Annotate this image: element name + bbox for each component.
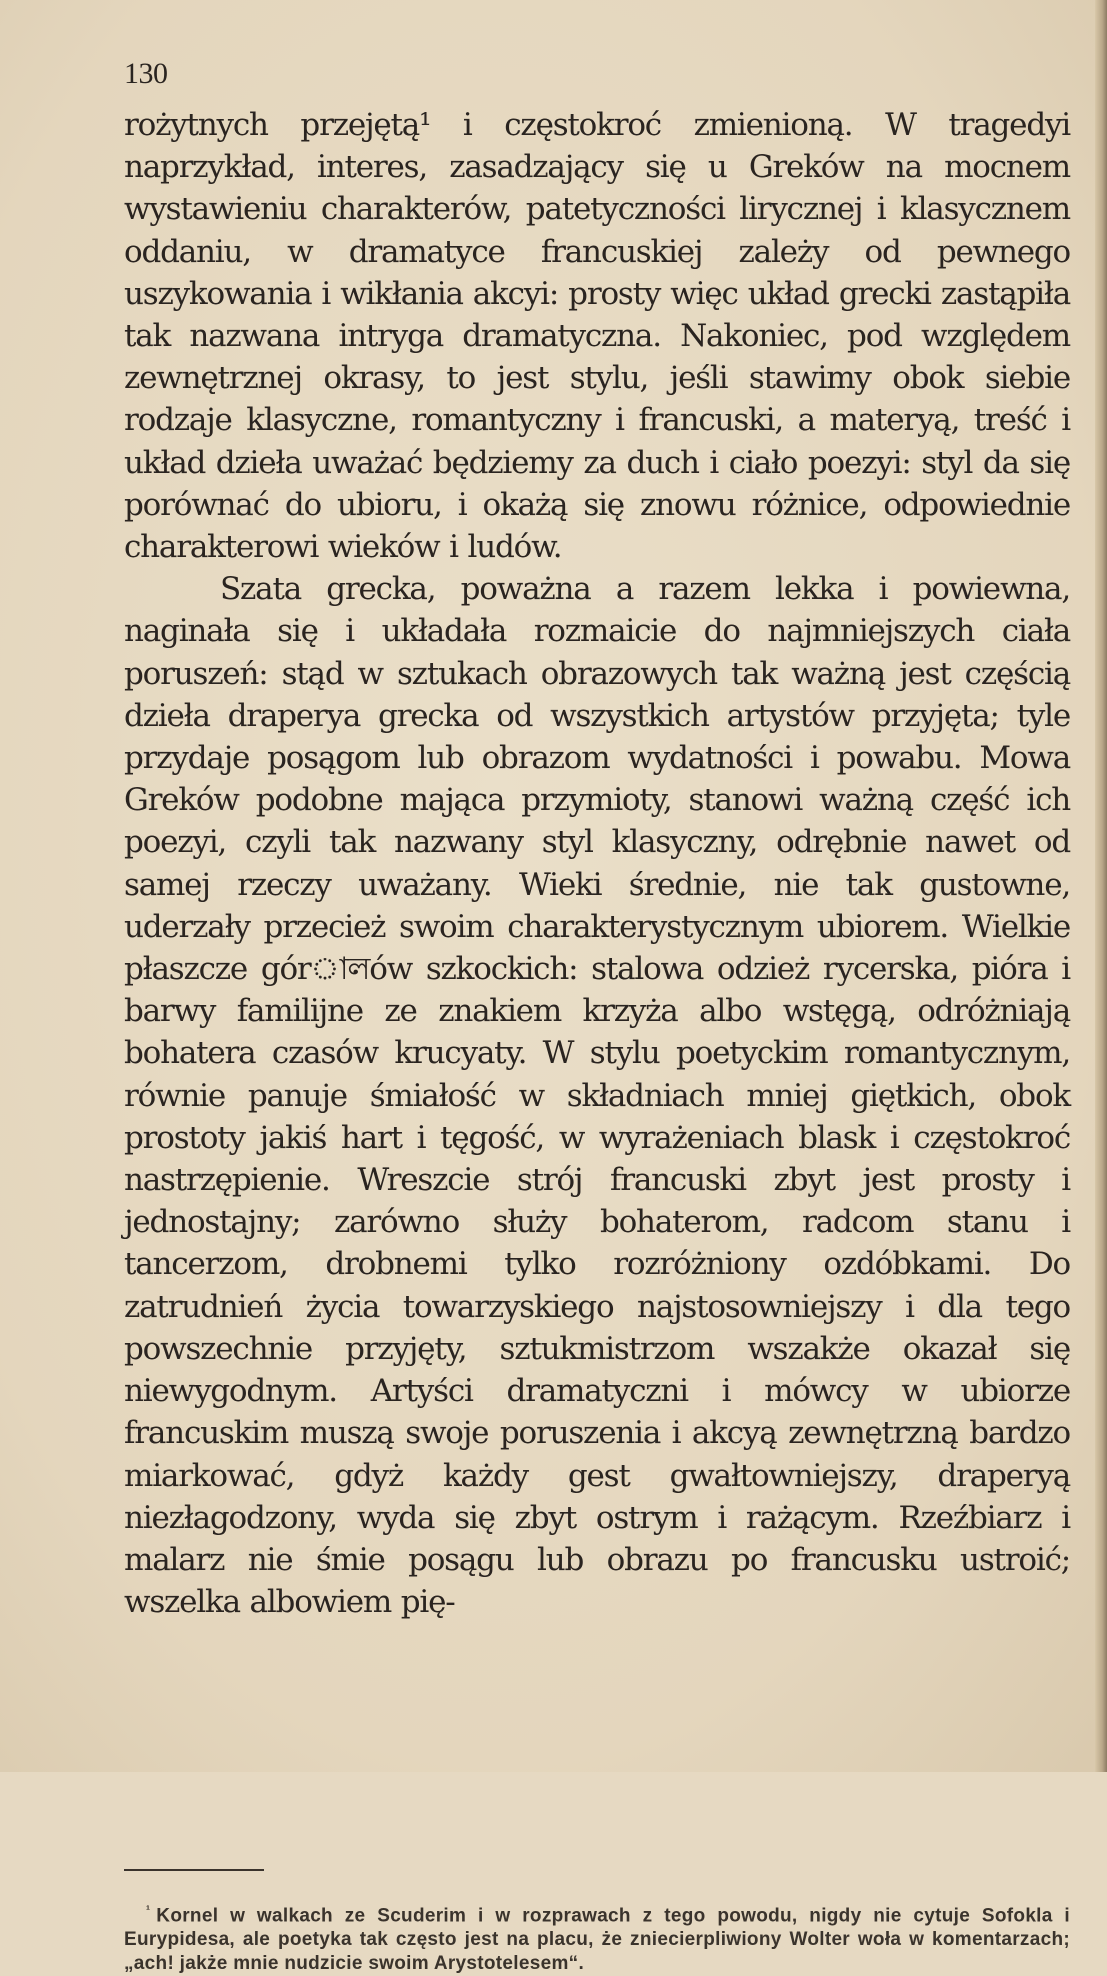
main-text — [124, 104, 1070, 1623]
page-number: 130 — [124, 57, 168, 90]
paragraph: Szata grecka, poważna a razem lekka i powiewna, naginała się i układała rozmaicie do najmniejszych ciała poruszeń: stąd w sztukach obrazowych tak ważną jest częścią dzieła draperya grecka od wszystkich artystów przyjęta; tyle przydaje posągom lub obrazom wydatności i powabu. Mowa Greków podobne mająca przymioty, stanowi ważną część ich poezyi, czyli tak nazwany styl klasyczny, odrębnie nawet od samej rzeczy uważany. Wieki średnie, nie tak gustowne, uderzały przecież swoim charakterystycznym ubiorem. Wielkie płaszcze górালów szkockich: stalowa odzież rycerska, pióra i barwy familijne ze znakiem krzyża albo wstęgą, odróżniają bohatera czasów krucyaty. W stylu poetyckim romantycznym, równie panuje śmiałość w składniach mniej giętkich, obok prostoty jakiś hart i tęgość, w wyrażeniach blask i częstokroć nastrzępienie. Wreszcie strój francuski zbyt jest prosty i jednostajny; zarówno służy bohaterom, radcom stanu i tancerzom, drobnemi tylko rozróżniony ozdóbkami. Do zatrudnień życia towarzyskiego najstosowniejszy i dla tego powszechnie przyjęty, sztukmistrzom wszakże okazał się niewygodnym. Artyści dramatyczni i mówcy w ubiorze francuskim muszą swoje poruszenia i akcyą zewnętrzną bardzo miarkować, gdyż każdy gest gwałtowniejszy, draperyą niezłagodzony, wyda się zbyt ostrym i rażącym. Rzeźbiarz i malarz nie śmie posągu lub obrazu po francusku ustroić; wszelka albowiem pię- — [124, 571, 1070, 1621]
footnote-marker: ¹ — [146, 1903, 151, 1917]
footnote-divider — [124, 1869, 264, 1871]
footnote — [124, 1898, 1070, 1976]
page-edge-shadow — [1095, 0, 1107, 1772]
paragraph: rożytnych przejętą¹ i częstokroć zmienioną. W tragedyi naprzykład, interes, zasadzający się u Greków na mocnem wystawieniu charakterów, patetyczności lirycznej i klasycznem oddaniu, w dramatyce francuskiej zależy od pewnego uszykowania i wikłania akcyi: prosty więc układ grecki zastąpiła tak nazwana intryga dramatyczna. Nakoniec, pod względem zewnętrznej okrasy, to jest stylu, jeśli stawimy obok siebie rodzaje klasyczne, romantyczny i francuski, a materyą, treść i układ dzieła uważać będziemy za duch i ciało poezyi: styl da się porównać do ubioru, i okażą się znowu różnice, odpowiednie charakterowi wieków i ludów. — [124, 107, 1070, 566]
footnotes — [124, 1898, 1070, 1976]
footnote-text: Kornel w walkach ze Scuderim i w rozprawach z tego powodu, nigdy nie cytuje Sofokla i Eurypidesa, ale poetyka tak często jest na placu, że zniecierpliwiony Wolter woła w komentarzach; „ach! jakże mnie nudzicie swoim Arystotelesem“. — [124, 1905, 1070, 1975]
